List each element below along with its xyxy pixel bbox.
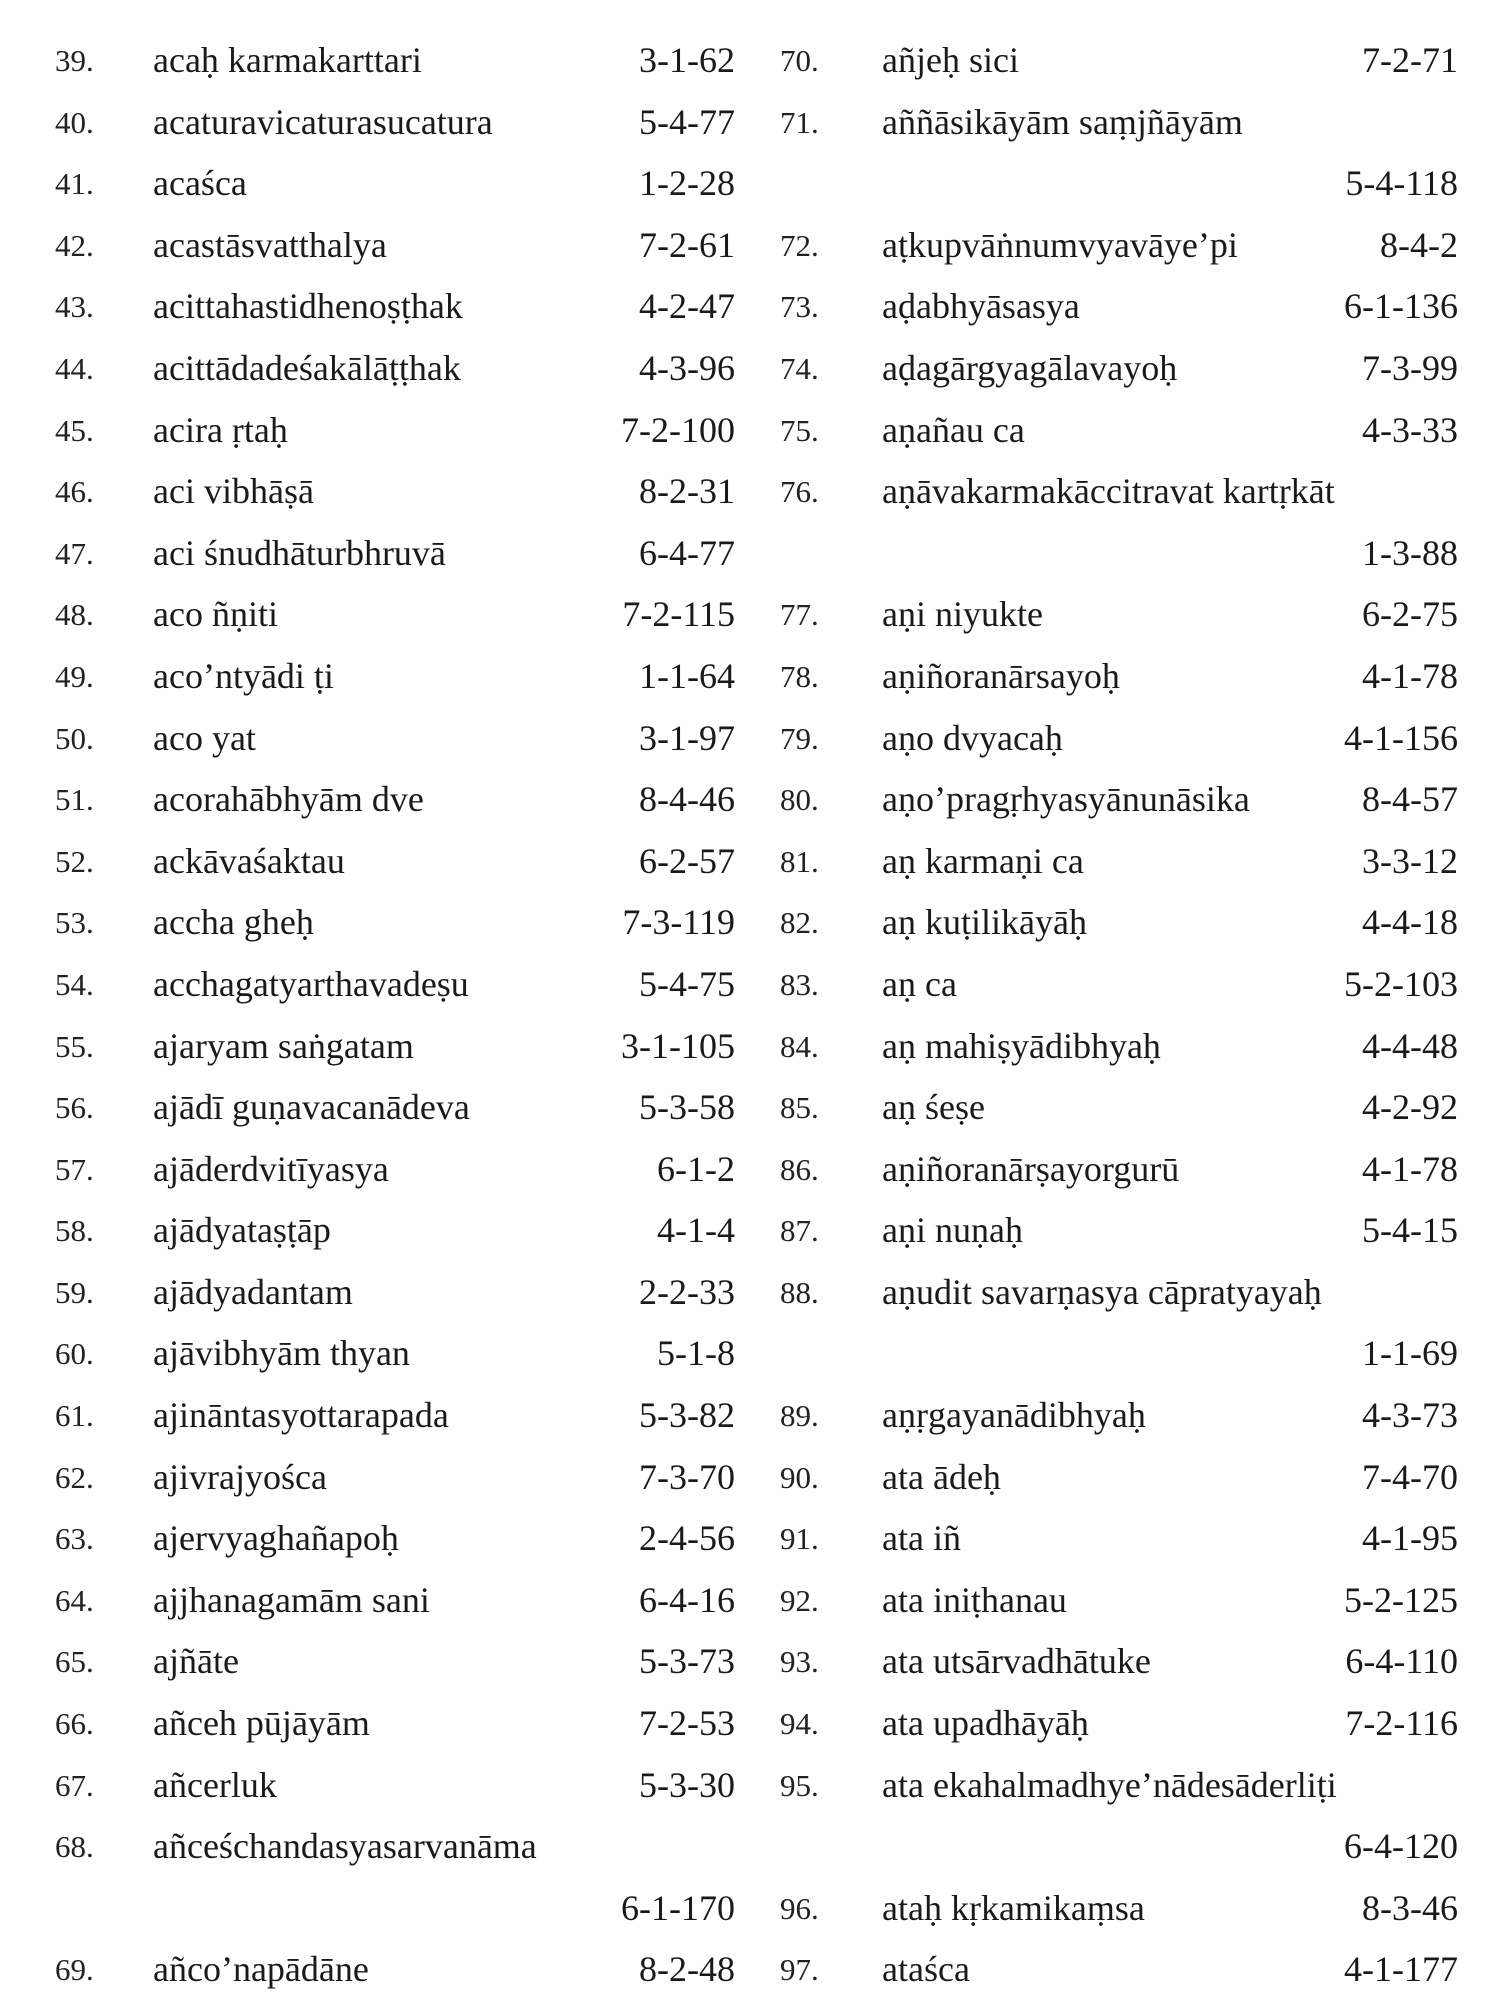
sutra-text: aṇ śeṣe [882, 1087, 985, 1128]
sutra-text: ataḥ kṛkamikaṃsa [882, 1887, 1145, 1928]
entry-number: 63. [55, 1521, 94, 1557]
entry-number: 45. [55, 412, 94, 448]
sutra-entry [55, 1016, 735, 1078]
sutra-reference: 7-2-115 [622, 594, 735, 635]
sutra-reference: 4-1-4 [657, 1210, 735, 1251]
sutra-reference: 5-4-75 [639, 963, 735, 1004]
sutra-reference: 7-3-70 [639, 1456, 735, 1497]
entry-number: 49. [55, 658, 94, 694]
sutra-entry [778, 1693, 1458, 1755]
sutra-entry [55, 30, 735, 92]
sutra-reference: 2-4-56 [639, 1518, 735, 1559]
sutra-entry [55, 708, 735, 770]
entry-number: 52. [55, 843, 94, 879]
right-column [778, 30, 1458, 2001]
sutra-text: ataśca [882, 1949, 970, 1990]
sutra-entry [778, 1508, 1458, 1570]
sutra-text: acaḥ karmakarttari [153, 40, 422, 80]
sutra-text: acira ṛtaḥ [153, 409, 288, 450]
entry-number: 92. [780, 1582, 819, 1618]
sutra-entry [55, 523, 735, 585]
sutra-entry [55, 954, 735, 1016]
sutra-entry [55, 769, 735, 831]
entry-number: 46. [55, 474, 94, 510]
sutra-reference: 5-4-77 [639, 101, 735, 142]
entry-number: 69. [55, 1952, 94, 1988]
entry-number: 75. [780, 412, 819, 448]
sutra-entry [778, 769, 1458, 831]
sutra-reference: 7-2-71 [1362, 40, 1458, 80]
entry-number: 65. [55, 1644, 94, 1680]
sutra-text: acorahābhyām dve [153, 779, 424, 820]
entry-number: 74. [780, 350, 819, 386]
sutra-text: añjeḥ sici [882, 40, 1019, 80]
sutra-entry-continuation [778, 1816, 1458, 1878]
sutra-reference: 6-2-75 [1362, 594, 1458, 635]
sutra-text: aṇi nuṇaḥ [882, 1210, 1023, 1251]
sutra-entry [55, 276, 735, 338]
sutra-text: aṇiñoranārsayoḥ [882, 655, 1120, 696]
sutra-text: aṇāvakarmakāccitravat kartṛkāt [882, 471, 1335, 512]
sutra-text: aṇṛgayanādibhyaḥ [882, 1395, 1146, 1436]
sutra-text: acittādadeśakālāṭṭhak [153, 347, 461, 388]
sutra-entry [778, 1939, 1458, 2001]
sutra-text: aññāsikāyām saṃjñāyām [882, 101, 1243, 142]
sutra-reference: 4-4-48 [1362, 1025, 1458, 1066]
sutra-entry-continuation [778, 153, 1458, 215]
sutra-reference: 4-1-177 [1344, 1949, 1458, 1990]
sutra-reference: 3-3-12 [1362, 840, 1458, 881]
sutra-reference: 6-1-136 [1344, 286, 1458, 327]
sutra-text: acittahastidhenoṣṭhak [153, 286, 463, 327]
sutra-entry [55, 892, 735, 954]
sutra-entry [55, 1939, 735, 2001]
entry-number: 67. [55, 1767, 94, 1803]
sutra-reference: 4-2-47 [639, 286, 735, 327]
entry-number: 59. [55, 1274, 94, 1310]
sutra-text: aco ñṇiti [153, 594, 278, 635]
entry-number: 70. [780, 43, 819, 78]
entry-number: 77. [780, 597, 819, 633]
sutra-text: accha gheḥ [153, 902, 314, 943]
sutra-entry [778, 1139, 1458, 1201]
sutra-text: acaśca [153, 163, 247, 204]
sutra-text: acaturavicaturasucatura [153, 101, 493, 142]
sutra-entry [778, 1262, 1458, 1324]
sutra-reference: 1-2-28 [639, 163, 735, 204]
entry-number: 79. [780, 720, 819, 756]
sutra-reference: 6-4-16 [639, 1579, 735, 1620]
sutra-reference: 7-2-61 [639, 224, 735, 265]
sutra-text: aco’ntyādi ṭi [153, 655, 334, 696]
sutra-entry [778, 1385, 1458, 1447]
sutra-text: aṇudit savarṇasya cāpratyayaḥ [882, 1271, 1322, 1312]
sutra-entry [55, 92, 735, 154]
sutra-reference: 7-2-100 [621, 409, 735, 450]
sutra-reference: 6-1-170 [621, 1887, 735, 1928]
entry-number: 76. [780, 474, 819, 510]
sutra-entry [55, 1262, 735, 1324]
sutra-reference: 4-2-92 [1362, 1087, 1458, 1128]
sutra-entry [778, 1631, 1458, 1693]
sutra-entry [55, 461, 735, 523]
entry-number: 95. [780, 1767, 819, 1803]
sutra-reference: 3-1-105 [621, 1025, 735, 1066]
entry-number: 78. [780, 658, 819, 694]
sutra-text: ajādyataṣṭāp [153, 1210, 331, 1251]
sutra-text: ata utsārvadhātuke [882, 1641, 1151, 1682]
entry-number: 41. [55, 166, 94, 202]
sutra-text: aṇiñoranārṣayorgurū [882, 1148, 1180, 1189]
entry-number: 62. [55, 1459, 94, 1495]
sutra-text: añco’napādāne [153, 1949, 369, 1990]
sutra-entry [55, 1755, 735, 1817]
sutra-text: acastāsvatthalya [153, 224, 387, 265]
entry-number: 71. [780, 104, 819, 140]
sutra-entry [55, 1077, 735, 1139]
sutra-text: ata ādeḥ [882, 1456, 1001, 1497]
entry-number: 48. [55, 597, 94, 633]
sutra-entry [55, 1447, 735, 1509]
sutra-reference: 4-1-78 [1362, 1148, 1458, 1189]
sutra-entry [778, 30, 1458, 92]
entry-number: 56. [55, 1090, 94, 1126]
sutra-reference: 5-1-8 [657, 1333, 735, 1374]
sutra-entry [778, 1570, 1458, 1632]
sutra-text: ajādyadantam [153, 1271, 353, 1312]
sutra-entry [55, 1200, 735, 1262]
entry-number: 68. [55, 1829, 94, 1865]
sutra-reference: 3-1-62 [639, 40, 735, 80]
sutra-entry-continuation [55, 1878, 735, 1940]
sutra-reference: 1-1-69 [1362, 1333, 1458, 1374]
entry-number: 47. [55, 535, 94, 571]
sutra-entry [55, 1508, 735, 1570]
sutra-entry [778, 1447, 1458, 1509]
sutra-text: ackāvaśaktau [153, 840, 345, 881]
entry-number: 85. [780, 1090, 819, 1126]
sutra-entry [778, 954, 1458, 1016]
sutra-text: añceh pūjāyām [153, 1703, 370, 1744]
sutra-text: ajivrajyośca [153, 1456, 327, 1497]
sutra-reference: 6-2-57 [639, 840, 735, 881]
sutra-reference: 8-3-46 [1362, 1887, 1458, 1928]
sutra-reference: 8-2-48 [639, 1949, 735, 1990]
sutra-text: aḍagārgyagālavayoḥ [882, 347, 1178, 388]
sutra-text: aṇ karmaṇi ca [882, 840, 1084, 881]
sutra-reference: 5-2-103 [1344, 963, 1458, 1004]
entry-number: 72. [780, 227, 819, 263]
entry-number: 93. [780, 1644, 819, 1680]
entry-number: 80. [780, 782, 819, 818]
sutra-reference: 7-2-116 [1345, 1703, 1458, 1744]
sutra-text: aṭkupvāṅnumvyavāye’pi [882, 224, 1238, 265]
sutra-entry [55, 1385, 735, 1447]
sutra-entry [778, 708, 1458, 770]
sutra-reference: 4-3-96 [639, 347, 735, 388]
sutra-reference: 8-4-57 [1362, 779, 1458, 820]
sutra-entry [55, 1323, 735, 1385]
sutra-reference: 5-3-58 [639, 1087, 735, 1128]
sutra-text: aci śnudhāturbhruvā [153, 532, 446, 573]
sutra-entry [778, 1077, 1458, 1139]
sutra-text: ata ekahalmadhye’nādesāderliṭi [882, 1764, 1337, 1805]
left-column [55, 30, 735, 2001]
sutra-reference: 3-1-97 [639, 717, 735, 758]
sutra-reference: 4-3-33 [1362, 409, 1458, 450]
sutra-reference: 6-4-110 [1345, 1641, 1458, 1682]
entry-number: 94. [780, 1706, 819, 1742]
sutra-text: ajervyaghañapoḥ [153, 1518, 399, 1559]
sutra-entry [55, 215, 735, 277]
sutra-reference: 1-3-88 [1362, 532, 1458, 573]
sutra-text: ata iñ [882, 1518, 961, 1559]
entry-number: 73. [780, 289, 819, 325]
sutra-reference: 7-3-99 [1362, 347, 1458, 388]
sutra-entry [778, 831, 1458, 893]
sutra-reference: 7-4-70 [1362, 1456, 1458, 1497]
sutra-entry-continuation [778, 523, 1458, 585]
sutra-reference: 4-4-18 [1362, 902, 1458, 943]
entry-number: 44. [55, 350, 94, 386]
sutra-reference: 6-4-77 [639, 532, 735, 573]
sutra-entry [55, 831, 735, 893]
sutra-entry [55, 338, 735, 400]
sutra-text: aci vibhāṣā [153, 471, 314, 512]
entry-number: 55. [55, 1028, 94, 1064]
sutra-reference: 5-4-15 [1362, 1210, 1458, 1251]
sutra-text: ajaryam saṅgatam [153, 1025, 414, 1066]
sutra-text: ata iniṭhanau [882, 1579, 1067, 1620]
sutra-reference: 5-3-30 [639, 1764, 735, 1805]
sutra-entry [778, 461, 1458, 523]
sutra-text: aṇo’pragṛhyasyānunāsika [882, 779, 1250, 820]
sutra-reference: 4-1-95 [1362, 1518, 1458, 1559]
sutra-reference: 6-4-120 [1344, 1826, 1458, 1867]
entry-number: 66. [55, 1706, 94, 1742]
entry-number: 91. [780, 1521, 819, 1557]
sutra-entry [55, 153, 735, 215]
sutra-reference: 5-4-118 [1345, 163, 1458, 204]
entry-number: 39. [55, 43, 94, 78]
sutra-entry [778, 92, 1458, 154]
sutra-text: aṇañau ca [882, 409, 1025, 450]
entry-number: 51. [55, 782, 94, 818]
sutra-entry [55, 1139, 735, 1201]
entry-number: 84. [780, 1028, 819, 1064]
entry-number: 64. [55, 1582, 94, 1618]
sutra-reference: 8-4-46 [639, 779, 735, 820]
sutra-text: aco yat [153, 717, 256, 758]
sutra-entry [778, 276, 1458, 338]
sutra-entry [55, 1816, 735, 1878]
sutra-text: ajjhanagamām sani [153, 1579, 430, 1620]
entry-number: 86. [780, 1151, 819, 1187]
sutra-reference: 4-3-73 [1362, 1395, 1458, 1436]
sutra-text: ajāvibhyām thyan [153, 1333, 410, 1374]
entry-number: 88. [780, 1274, 819, 1310]
sutra-text: acchagatyarthavadeṣu [153, 963, 469, 1004]
sutra-text: añceśchandasyasarvanāma [153, 1826, 537, 1867]
entry-number: 81. [780, 843, 819, 879]
sutra-reference: 4-1-156 [1344, 717, 1458, 758]
entry-number: 82. [780, 905, 819, 941]
sutra-text: aṇ kuṭilikāyāḥ [882, 902, 1087, 943]
entry-number: 53. [55, 905, 94, 941]
sutra-text: ajāderdvitīyasya [153, 1148, 389, 1189]
sutra-reference: 5-2-125 [1344, 1579, 1458, 1620]
entry-number: 97. [780, 1952, 819, 1988]
sutra-text: aḍabhyāsasya [882, 286, 1080, 327]
entry-number: 96. [780, 1890, 819, 1926]
sutra-reference: 7-3-119 [622, 902, 735, 943]
entry-number: 87. [780, 1213, 819, 1249]
sutra-entry [55, 400, 735, 462]
sutra-reference: 8-4-2 [1380, 224, 1458, 265]
sutra-text: aṇi niyukte [882, 594, 1043, 635]
sutra-text: ajñāte [153, 1641, 239, 1682]
sutra-entry [778, 400, 1458, 462]
sutra-text: aṇ mahiṣyādibhyaḥ [882, 1025, 1161, 1066]
entry-number: 43. [55, 289, 94, 325]
sutra-reference: 6-1-2 [657, 1148, 735, 1189]
sutra-entry [778, 1755, 1458, 1817]
sutra-entry [778, 1200, 1458, 1262]
sutra-reference: 5-3-82 [639, 1395, 735, 1436]
sutra-text: ajādī guṇavacanādeva [153, 1087, 470, 1128]
sutra-entry [55, 1570, 735, 1632]
sutra-entry [778, 215, 1458, 277]
entry-number: 61. [55, 1398, 94, 1434]
sutra-text: ata upadhāyāḥ [882, 1703, 1089, 1744]
entry-number: 42. [55, 227, 94, 263]
sutra-text: aṇ ca [882, 963, 957, 1004]
sutra-entry [778, 646, 1458, 708]
sutra-entry [778, 584, 1458, 646]
entry-number: 40. [55, 104, 94, 140]
entry-number: 83. [780, 966, 819, 1002]
entry-number: 58. [55, 1213, 94, 1249]
sutra-reference: 5-3-73 [639, 1641, 735, 1682]
sutra-reference: 4-1-78 [1362, 655, 1458, 696]
sutra-reference: 7-2-53 [639, 1703, 735, 1744]
sutra-reference: 8-2-31 [639, 471, 735, 512]
sutra-entry-continuation [778, 1323, 1458, 1385]
sutra-entry [778, 892, 1458, 954]
sutra-entry [778, 1016, 1458, 1078]
sutra-reference: 2-2-33 [639, 1271, 735, 1312]
entry-number: 60. [55, 1336, 94, 1372]
sutra-entry [55, 1693, 735, 1755]
entry-number: 54. [55, 966, 94, 1002]
sutra-text: añcerluk [153, 1764, 277, 1805]
sutra-text: ajināntasyottarapada [153, 1395, 449, 1436]
sutra-entry [55, 1631, 735, 1693]
sutra-entry [55, 646, 735, 708]
sutra-reference: 1-1-64 [639, 655, 735, 696]
sutra-entry [778, 1878, 1458, 1940]
sutra-entry [55, 584, 735, 646]
sutra-entry [778, 338, 1458, 400]
entry-number: 89. [780, 1398, 819, 1434]
entry-number: 57. [55, 1151, 94, 1187]
entry-number: 50. [55, 720, 94, 756]
entry-number: 90. [780, 1459, 819, 1495]
sutra-text: aṇo dvyacaḥ [882, 717, 1063, 758]
